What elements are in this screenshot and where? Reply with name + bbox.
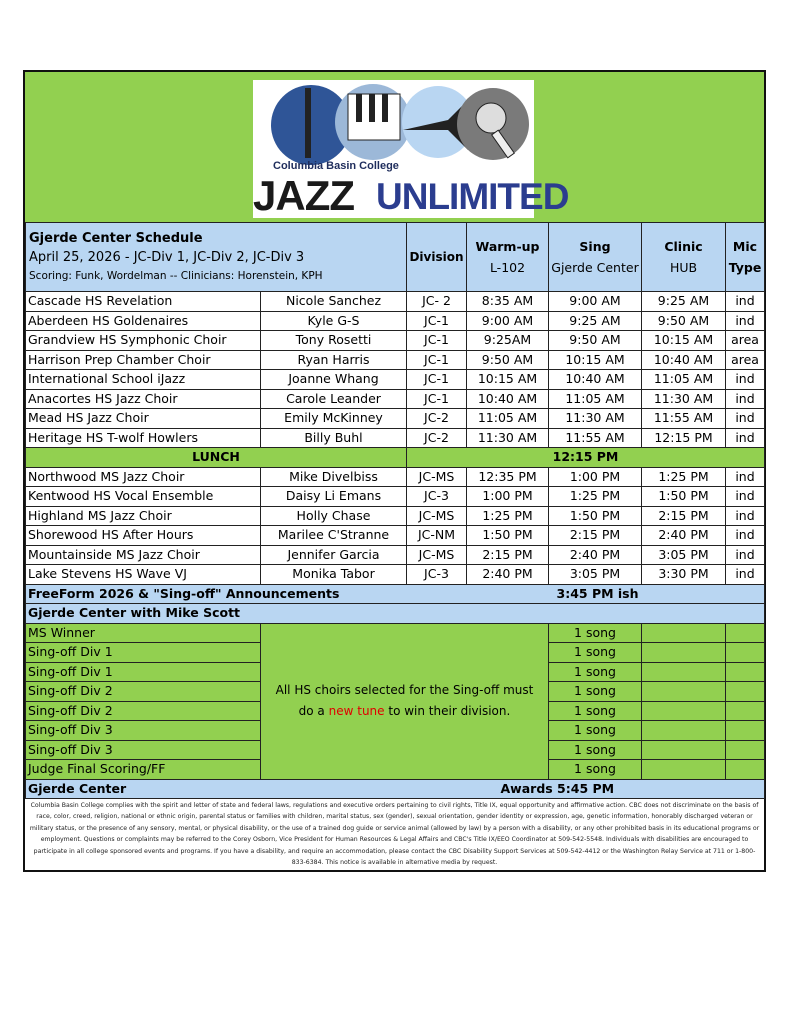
sing-time: 11:05 AM xyxy=(549,389,642,409)
director-name: Jennifer Garcia xyxy=(261,545,407,565)
schedule-row xyxy=(26,331,765,351)
col-sing-room: Gjerde Center xyxy=(551,260,639,275)
freeform-title: FreeForm 2026 & "Sing-off" Announcements xyxy=(26,584,549,604)
director-name: Joanne Whang xyxy=(261,370,407,390)
awards-row xyxy=(26,779,765,799)
empty-cell xyxy=(642,760,726,780)
division: JC-1 xyxy=(407,350,467,370)
song-count: 1 song xyxy=(549,740,642,760)
freeform-sub-row xyxy=(26,604,765,624)
warmup-time: 1:50 PM xyxy=(467,526,549,546)
awards-time: Awards 5:45 PM xyxy=(467,779,765,799)
singoff-label: Sing-off Div 3 xyxy=(26,721,261,741)
mic-type: ind xyxy=(726,565,765,585)
schedule-row xyxy=(26,506,765,526)
banner xyxy=(25,72,764,223)
logo-college-name: Columbia Basin College xyxy=(273,160,399,172)
clinic-time: 1:50 PM xyxy=(642,487,726,507)
sing-time: 2:15 PM xyxy=(549,526,642,546)
logo-unlimited: UNLIMITED xyxy=(376,176,569,217)
division: JC-1 xyxy=(407,311,467,331)
clinic-time: 11:55 AM xyxy=(642,409,726,429)
empty-cell xyxy=(642,682,726,702)
mic-type: ind xyxy=(726,506,765,526)
clinic-time: 2:40 PM xyxy=(642,526,726,546)
clinic-time: 3:05 PM xyxy=(642,545,726,565)
schedule-row xyxy=(26,409,765,429)
division: JC-1 xyxy=(407,389,467,409)
division: JC-MS xyxy=(407,506,467,526)
song-count: 1 song xyxy=(549,682,642,702)
warmup-time: 9:25AM xyxy=(467,331,549,351)
col-mic: Mic xyxy=(732,239,758,254)
sing-time: 2:40 PM xyxy=(549,545,642,565)
schedule-row xyxy=(26,311,765,331)
mic-type: ind xyxy=(726,370,765,390)
mic-type: area xyxy=(726,350,765,370)
warmup-time: 9:00 AM xyxy=(467,311,549,331)
sing-time: 1:50 PM xyxy=(549,506,642,526)
schedule-row xyxy=(26,545,765,565)
sing-time: 9:00 AM xyxy=(549,292,642,312)
sing-time: 9:50 AM xyxy=(549,331,642,351)
school-name: International School iJazz xyxy=(26,370,261,390)
school-name: Lake Stevens HS Wave VJ xyxy=(26,565,261,585)
empty-cell xyxy=(726,701,765,721)
school-name: Highland MS Jazz Choir xyxy=(26,506,261,526)
school-name: Cascade HS Revelation xyxy=(26,292,261,312)
scoring-line: Scoring: Funk, Wordelman -- Clinicians: Horenstein, KPH xyxy=(29,269,323,282)
director-name: Holly Chase xyxy=(261,506,407,526)
schedule-table xyxy=(25,222,765,799)
singoff-note-line2 xyxy=(263,701,546,722)
school-name: Anacortes HS Jazz Choir xyxy=(26,389,261,409)
school-name: Harrison Prep Chamber Choir xyxy=(26,350,261,370)
division: JC-MS xyxy=(407,467,467,487)
singoff-note xyxy=(261,623,549,779)
director-name: Carole Leander xyxy=(261,389,407,409)
singoff-row xyxy=(26,623,765,643)
division: JC-2 xyxy=(407,409,467,429)
sing-time: 10:40 AM xyxy=(549,370,642,390)
schedule-title: Gjerde Center Schedule xyxy=(29,230,203,246)
freeform-time: 3:45 PM ish xyxy=(549,584,765,604)
singoff-label: Sing-off Div 1 xyxy=(26,643,261,663)
singoff-label: Judge Final Scoring/FF xyxy=(26,760,261,780)
lunch-label: LUNCH xyxy=(26,448,407,468)
division: JC- 2 xyxy=(407,292,467,312)
division: JC-1 xyxy=(407,370,467,390)
schedule-row xyxy=(26,526,765,546)
warmup-time: 9:50 AM xyxy=(467,350,549,370)
singoff-label: Sing-off Div 1 xyxy=(26,662,261,682)
schedule-row xyxy=(26,467,765,487)
clinic-time: 10:40 AM xyxy=(642,350,726,370)
school-name: Aberdeen HS Goldenaires xyxy=(26,311,261,331)
col-warmup-room: L-102 xyxy=(489,260,526,275)
schedule-date: April 25, 2026 - JC-Div 1, JC-Div 2, JC-Div 3 xyxy=(29,249,305,265)
director-name: Ryan Harris xyxy=(261,350,407,370)
empty-cell xyxy=(642,662,726,682)
empty-cell xyxy=(726,662,765,682)
mic-type: ind xyxy=(726,428,765,448)
warmup-time: 12:35 PM xyxy=(467,467,549,487)
division: JC-3 xyxy=(407,487,467,507)
director-name: Marilee C'Stranne xyxy=(261,526,407,546)
empty-cell xyxy=(642,721,726,741)
col-mic-type: Type xyxy=(728,260,762,275)
song-count: 1 song xyxy=(549,760,642,780)
singoff-label: Sing-off Div 2 xyxy=(26,682,261,702)
nondiscrimination-notice: Columbia Basin College complies with the spirit and letter of state and federal laws, regulations and executive orders pertaining to civil rights, Title IX, equal opportunity and affirmative action. CBC does not discriminate on the basis of race, color, creed, religion, national or ethnic origin, parental status or families with children, marital status, sex (gender), sexual orientation, gender identity or expression, age, genetic information, honorably discharged veteran or military status, or the presence of any sensory, mental, or physical disability, or the use of a trained dog guide or service animal (allowed by law) by a person with a disability, or any other prohibited basis in its educational programs or employment. Questions or complaints may be referred to the Corey Osborn, Vice President for Human Resources & Legal Affairs and CBC's Title IX/EEO Coordinator at 509-542-5548. Individuals with disabilities are encouraged to participate in all college sponsored events and programs. If you have a disability, and require an accommodation, please contact the CBC Disability Support Services at 509-542-4412 or the Washington Relay Service at 711 or 1-800-833-6384. This notice is available in alternative media by request. xyxy=(29,802,760,867)
schedule-row xyxy=(26,389,765,409)
logo-jazz: JAZZ xyxy=(253,172,354,219)
clinic-time: 2:15 PM xyxy=(642,506,726,526)
director-name: Daisy Li Emans xyxy=(261,487,407,507)
mic-type: ind xyxy=(726,311,765,331)
header-row xyxy=(26,223,765,292)
clinic-time: 1:25 PM xyxy=(642,467,726,487)
song-count: 1 song xyxy=(549,662,642,682)
col-warmup: Warm-up xyxy=(475,239,540,254)
director-name: Emily McKinney xyxy=(261,409,407,429)
singoff-note-line1: All HS choirs selected for the Sing-off must xyxy=(275,683,534,697)
empty-cell xyxy=(726,760,765,780)
division: JC-1 xyxy=(407,331,467,351)
song-count: 1 song xyxy=(549,701,642,721)
col-clinic: Clinic xyxy=(664,239,703,254)
warmup-time: 2:40 PM xyxy=(467,565,549,585)
director-name: Monika Tabor xyxy=(261,565,407,585)
mic-type: ind xyxy=(726,389,765,409)
mic-type: area xyxy=(726,331,765,351)
warmup-time: 10:40 AM xyxy=(467,389,549,409)
sing-time: 9:25 AM xyxy=(549,311,642,331)
sing-time: 11:55 AM xyxy=(549,428,642,448)
clinic-time: 12:15 PM xyxy=(642,428,726,448)
singoff-label: MS Winner xyxy=(26,623,261,643)
freeform-row xyxy=(26,584,765,604)
empty-cell xyxy=(642,740,726,760)
song-count: 1 song xyxy=(549,643,642,663)
note-text: do a xyxy=(298,704,325,718)
mic-type: ind xyxy=(726,487,765,507)
sing-time: 3:05 PM xyxy=(549,565,642,585)
song-count: 1 song xyxy=(549,623,642,643)
empty-cell xyxy=(642,701,726,721)
school-name: Mead HS Jazz Choir xyxy=(26,409,261,429)
schedule-row xyxy=(26,350,765,370)
note-highlight: new tune xyxy=(328,704,385,718)
division: JC-2 xyxy=(407,428,467,448)
school-name: Grandview HS Symphonic Choir xyxy=(26,331,261,351)
note-text: to win their division. xyxy=(388,704,511,718)
mic-type: ind xyxy=(726,292,765,312)
clinic-time: 9:25 AM xyxy=(642,292,726,312)
school-name: Kentwood HS Vocal Ensemble xyxy=(26,487,261,507)
freeform-subtitle: Gjerde Center with Mike Scott xyxy=(26,604,765,624)
division: JC-NM xyxy=(407,526,467,546)
empty-cell xyxy=(642,643,726,663)
lunch-row xyxy=(26,448,765,468)
warmup-time: 1:25 PM xyxy=(467,506,549,526)
empty-cell xyxy=(642,623,726,643)
singoff-label: Sing-off Div 3 xyxy=(26,740,261,760)
schedule-row xyxy=(26,487,765,507)
schedule-row xyxy=(26,428,765,448)
schedule-row xyxy=(26,370,765,390)
clinic-time: 3:30 PM xyxy=(642,565,726,585)
director-name: Billy Buhl xyxy=(261,428,407,448)
sing-time: 1:25 PM xyxy=(549,487,642,507)
sing-time: 10:15 AM xyxy=(549,350,642,370)
singoff-label: Sing-off Div 2 xyxy=(26,701,261,721)
jazz-unlimited-logo xyxy=(253,80,569,219)
warmup-time: 10:15 AM xyxy=(467,370,549,390)
director-name: Mike Divelbiss xyxy=(261,467,407,487)
school-name: Shorewood HS After Hours xyxy=(26,526,261,546)
logo-icons xyxy=(253,80,534,170)
mic-type: ind xyxy=(726,545,765,565)
school-name: Mountainside MS Jazz Choir xyxy=(26,545,261,565)
song-count: 1 song xyxy=(549,721,642,741)
director-name: Tony Rosetti xyxy=(261,331,407,351)
warmup-time: 11:05 AM xyxy=(467,409,549,429)
lunch-time: 12:15 PM xyxy=(407,448,765,468)
col-clinic-room: HUB xyxy=(669,260,698,275)
col-division: Division xyxy=(407,223,467,292)
mic-type: ind xyxy=(726,467,765,487)
col-sing: Sing xyxy=(579,239,611,254)
empty-cell xyxy=(726,623,765,643)
director-name: Nicole Sanchez xyxy=(261,292,407,312)
warmup-time: 11:30 AM xyxy=(467,428,549,448)
division: JC-MS xyxy=(407,545,467,565)
warmup-time: 2:15 PM xyxy=(467,545,549,565)
director-name: Kyle G-S xyxy=(261,311,407,331)
school-name: Northwood MS Jazz Choir xyxy=(26,467,261,487)
empty-cell xyxy=(726,643,765,663)
empty-cell xyxy=(726,721,765,741)
warmup-time: 1:00 PM xyxy=(467,487,549,507)
empty-cell xyxy=(726,740,765,760)
mic-type: ind xyxy=(726,409,765,429)
schedule-row xyxy=(26,292,765,312)
division: JC-3 xyxy=(407,565,467,585)
sing-time: 11:30 AM xyxy=(549,409,642,429)
clinic-time: 11:30 AM xyxy=(642,389,726,409)
clinic-time: 11:05 AM xyxy=(642,370,726,390)
school-name: Heritage HS T-wolf Howlers xyxy=(26,428,261,448)
mic-type: ind xyxy=(726,526,765,546)
schedule-sheet xyxy=(23,70,766,872)
warmup-time: 8:35 AM xyxy=(467,292,549,312)
empty-cell xyxy=(726,682,765,702)
clinic-time: 10:15 AM xyxy=(642,331,726,351)
sing-time: 1:00 PM xyxy=(549,467,642,487)
schedule-row xyxy=(26,565,765,585)
clinic-time: 9:50 AM xyxy=(642,311,726,331)
awards-venue: Gjerde Center xyxy=(26,779,467,799)
